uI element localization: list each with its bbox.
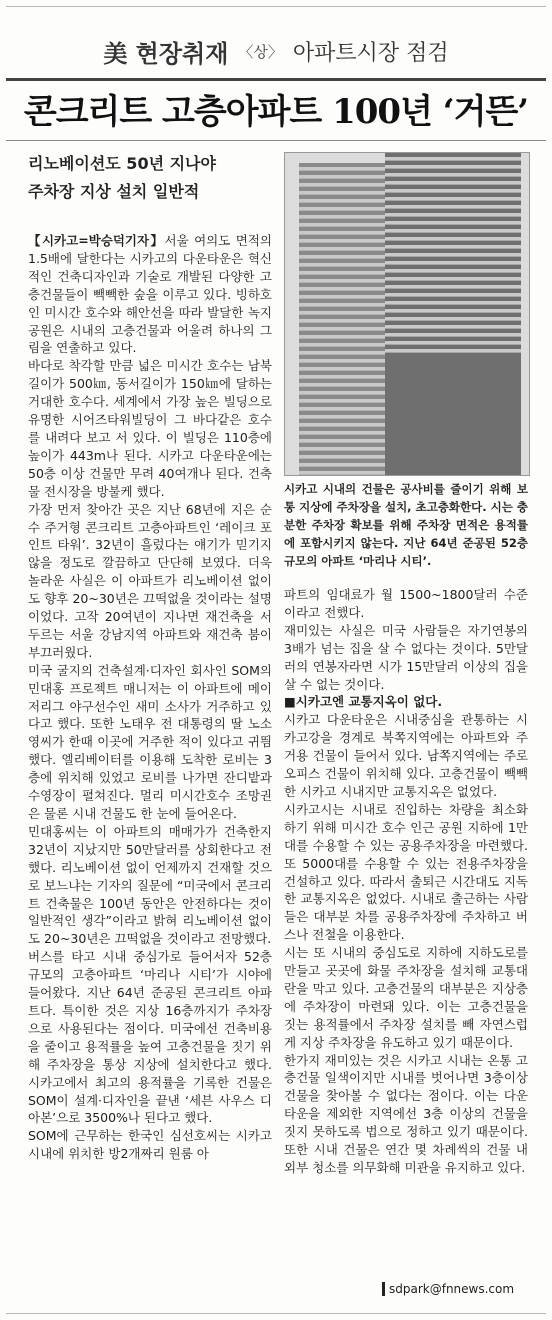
balcony-band: [299, 319, 391, 323]
balcony-band: [299, 207, 391, 211]
balcony-band: [385, 285, 521, 289]
series-topic: 아파트시장 점검: [292, 40, 449, 66]
balcony-band: [385, 333, 521, 337]
paragraph: 시카고시는 시내로 진입하는 차량을 최소화하기 위해 미시간 호수 인근 공원 지하에 1만대를 수용할 수 있는 공용주차장을 마련했다. 또 5000대를 수용할 수 있는 전용주차장을 건설하고 있다. 따라서 출퇴근 시간대도 지독한 교통지옥은 없었다. 시내로 출근하는 사람들은 대부분 차를 공용주차장에 주차하고 버스나 전철을 이용한다.: [284, 801, 528, 943]
balcony-band: [299, 263, 391, 267]
balcony-band: [299, 423, 391, 427]
balcony-band: [299, 183, 391, 187]
balcony-band: [299, 287, 391, 291]
balcony-band: [385, 261, 521, 265]
balcony-band: [299, 327, 391, 331]
balcony-band: [385, 173, 521, 177]
right-tower: [385, 153, 521, 475]
balcony-band: [299, 447, 391, 451]
balcony-band: [299, 431, 391, 435]
paragraph: 파트의 임대료가 월 1500~1800달러 수준이라고 전했다.: [284, 587, 528, 620]
balcony-band: [299, 223, 391, 227]
paragraph: 바다로 착각할 만큼 넓은 미시간 호수는 남북길이가 500㎞, 동서길이가 150㎞에 달하는 거대한 호수다. 세계에서 가장 높은 빌딩으로 유명한 시어즈타워빌딩이 그 바다같은 호수를 내려다 보고 서 있다. 이 빌딩은 110층에 높이가 443m나 된다. 시카고 다운타운에는 50층 이상 건물만 무려 40여개나 된다. 건축물 전시장을 방불케 했다.: [28, 358, 272, 499]
headline: 콘크리트 고층아파트 100년 ‘거뜬’: [23, 92, 529, 132]
balcony-band: [299, 359, 391, 363]
balcony-band: [385, 237, 521, 241]
balcony-band: [299, 375, 391, 379]
balcony-band: [385, 181, 521, 185]
balcony-band: [299, 383, 391, 387]
balcony-band: [299, 439, 391, 443]
left-tower: [299, 163, 391, 475]
balcony-band: [385, 229, 521, 233]
photo-caption: 시카고 시내의 건물은 공사비를 줄이기 위해 보통 지상에 주차장을 설치, 초고층화한다. 시는 충분한 주차장 확보를 위해 주차장 면적은 용적률에 포함시키지 않는다. 지난 64년 준공된 52층 규모의 아파트 ‘마리나 시티’.: [284, 482, 528, 568]
balcony-band: [385, 221, 521, 225]
balcony-band: [299, 271, 391, 275]
reporter-email: sdpark@fnnews.com: [382, 1282, 514, 1296]
paragraph: SOM에 근무하는 한국인 심선호씨는 시카고 시내에 위치한 방2개짜리 원룸 아: [28, 1128, 272, 1162]
series-banner: [6, 28, 546, 74]
balcony-band: [385, 349, 521, 353]
paragraph: 【시카고=박승덕기자】서울 여의도 면적의 1.5배에 달한다는 시카고의 다운타운은 혁신적인 건축디자인과 기술로 개발된 다양한 고층건물들이 빽빽한 숲을 이루고 있다. 빙하호인 미시간 호수와 해안선을 따라 발달한 녹지공원은 시내의 고층건물과 어울려 하나의 그림을 연출하고 있다.: [28, 233, 272, 356]
balcony-band: [299, 407, 391, 411]
balcony-band: [299, 279, 391, 283]
balcony-band: [299, 311, 391, 315]
balcony-band: [299, 303, 391, 307]
balcony-band: [299, 463, 391, 467]
balcony-band: [299, 471, 391, 475]
balcony-band: [299, 399, 391, 403]
series-tag: 美 현장취재: [103, 39, 229, 68]
balcony-band: [299, 191, 391, 195]
rule-top: [6, 78, 546, 81]
balcony-band: [385, 293, 521, 297]
series-part: 〈상〉: [238, 42, 283, 61]
balcony-band: [299, 351, 391, 355]
balcony-band: [299, 455, 391, 459]
balcony-band: [385, 277, 521, 281]
balcony-band: [385, 189, 521, 193]
paragraph: 미국 굴지의 건축설계·디자인 회사인 SOM의 민대홍 프로젝트 매니저는 이 아파트에 메이저리그 야구선수인 새미 소사가 거주하고 있다고 했다. 또한 노태우 전 대통령의 딸 노소영씨가 한때 이곳에 거주한 적이 있다고 귀띔했다. 엘리베이터를 이용해 도착한 로비는 3층에 위치해 있었고 로비를 나가면 잔디밭과 수영장이 펼쳐진다. 멀리 미시간호수 조망권은 물론 시내 건물도 한 눈에 들어온다.: [28, 662, 272, 821]
byline: 【시카고=박승덕기자】: [28, 233, 165, 248]
balcony-band: [385, 301, 521, 305]
balcony-band: [299, 335, 391, 339]
balcony-band: [299, 415, 391, 419]
photo-illustration: [285, 153, 529, 475]
body-column-2: [284, 586, 528, 1177]
balcony-band: [385, 205, 521, 209]
balcony-band: [299, 231, 391, 235]
balcony-band: [299, 175, 391, 179]
paragraph: 버스를 타고 시내 중심가로 들어서자 52층 규모의 고층아파트 ‘마리나 시티’가 시야에 들어왔다. 지난 64년 준공된 콘크리트 아파트다. 특이한 것은 지상 16층까지가 주차장으로 사용된다는 점이다. 미국에선 건축비용을 줄이고 용적률을 높여 고층건물을 짓기 위해 주차장을 통상 지상에 설치한다고 했다. 시카고에서 최고의 용적률을 기록한 건물은 SOM이 설계·디자인을 끝낸 ‘세븐 사우스 디아본’으로 3500%나 된다고 했다.: [28, 949, 272, 1126]
balcony-band: [299, 215, 391, 219]
balcony-band: [385, 341, 521, 345]
paragraph: 시카고 다운타운은 시내중심을 관통하는 시카고강을 경계로 북쪽지역에는 아파트와 주거용 건물이 들어서 있다. 남쪽지역에는 주로 오피스 건물이 위치해 있다. 고층건물이 빽빽한 시카고 시내지만 교통지옥은 없었다.: [284, 712, 528, 799]
balcony-band: [385, 245, 521, 249]
subheadline: [28, 150, 278, 206]
balcony-band: [385, 253, 521, 257]
paragraph: 시는 또 시내의 중심도로 지하에 지하도로를 만들고 곳곳에 화물 주차장을 설치해 교통대란을 막고 있다. 고층건물의 대부분은 지상층에 주차장이 마련돼 있다. 이는 고층건물을 짓는 용적률에서 주차장 설치를 빼 자연스럽게 지상 주차장을 유도하고 있기 때문이다.: [284, 945, 528, 1050]
balcony-band: [299, 239, 391, 243]
balcony-band: [385, 269, 521, 273]
balcony-band: [385, 309, 521, 313]
subheadline-line-2: 주차장 지상 설치 일반적: [28, 182, 200, 201]
paragraph: 민대홍씨는 이 아파트의 매매가가 건축한지 32년이 지났지만 50만달러를 상회한다고 전했다. 리노베이션 없이 언제까지 건재할 것으로 보느냐는 기자의 질문에 “미국에서 콘크리트 건축물은 100년 동안은 안전하다는 것이 일반적인 생각”이라고 밝혀 리노베이션 없이도 20~30년은 끄떡없을 것이라고 전망했다.: [28, 823, 272, 947]
balcony-band: [385, 325, 521, 329]
rule-under-headline: [6, 140, 546, 141]
body-column-1: [28, 232, 272, 1163]
balcony-band: [385, 157, 521, 161]
balcony-band: [299, 199, 391, 203]
balcony-band: [385, 165, 521, 169]
paragraph: 재미있는 사실은 미국 사람들은 자기연봉의 3배가 넘는 집을 살 수 없다는 것이다. 5만달러의 연봉자라면 시가 15만달러 이상의 집을 살 수 없는 것이다.: [284, 622, 528, 692]
balcony-band: [299, 295, 391, 299]
section-heading: ■시카고엔 교통지옥이 없다.: [284, 694, 443, 710]
paragraph: 가장 먼저 찾아간 곳은 지난 68년에 지은 순수 주거형 콘크리트 고층아파트인 ‘레이크 포인트 타워’. 32년이 흘렀다는 얘기가 믿기지 않을 정도로 깔끔하고 단단해 보였다. 더욱 놀라운 사실은 이 아파트가 리노베이션 없이도 향후 20~30년은 끄떡없을 것이라는 설명이었다. 고작 20여년이 지나면 재건축을 서두르는 서울 강남지역 아파트와 재건축 붐이 부끄러웠다.: [28, 501, 272, 660]
balcony-band: [385, 197, 521, 201]
balcony-band: [299, 367, 391, 371]
balcony-band: [299, 343, 391, 347]
high-rise-towers-photo: [284, 152, 530, 476]
subheadline-line-1: 리노베이션도 50년 지나야: [28, 154, 216, 173]
paragraph: 한가지 재미있는 것은 시카고 시내는 온통 고층건물 일색이지만 시내를 벗어나면 3층이상 건물을 찾아볼 수 없다는 점이다. 이는 다운타운을 제외한 지역에선 3층 이상의 건물을 짓지 못하도록 법으로 정하고 있기 때문이다. 또한 시내 건물은 연간 몇 차례씩의 건물 내외부 청소를 의무화해 미관을 유지하고 있다.: [284, 1052, 528, 1175]
balcony-band: [385, 213, 521, 217]
balcony-band: [299, 391, 391, 395]
balcony-band: [299, 247, 391, 251]
balcony-band: [299, 167, 391, 171]
balcony-band: [385, 317, 521, 321]
balcony-band: [299, 255, 391, 259]
